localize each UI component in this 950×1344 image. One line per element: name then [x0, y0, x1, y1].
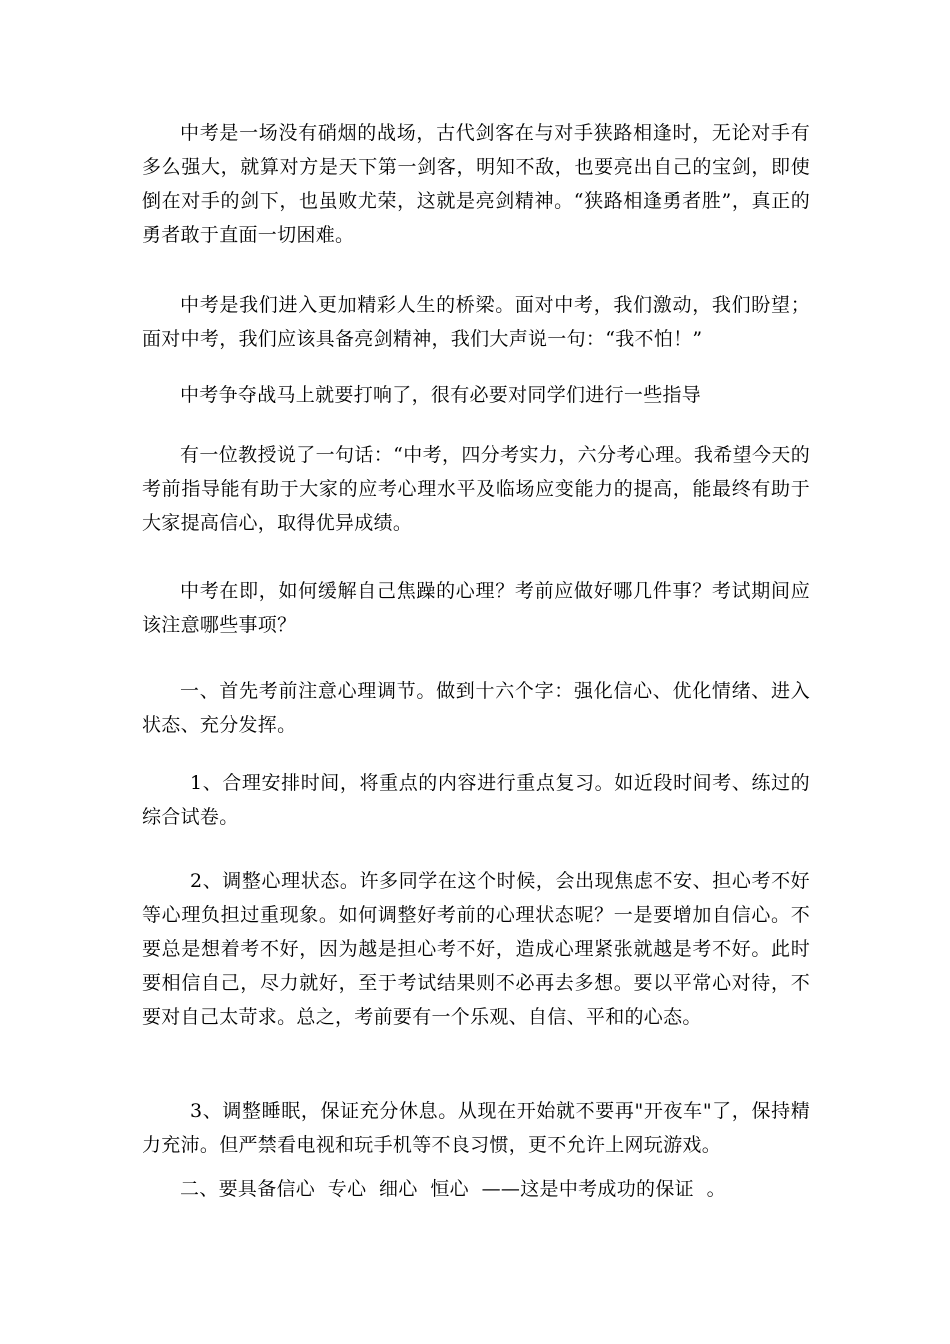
- paragraph-section-two-heading: 二、要具备信心 专心 细心 恒心 ——这是中考成功的保证 。: [180, 1178, 726, 1200]
- paragraph-section-one-heading: 一、首先考前注意心理调节。做到十六个字：强化信心、优化情绪、进入状态、充分发挥。: [142, 680, 810, 736]
- paragraph-item-3: 3、调整睡眠，保证充分休息。从现在开始就不要再"开夜车"了，保持精力充沛。但严禁看电视和玩手机等不良习惯，更不允许上网玩游戏。: [142, 1100, 810, 1156]
- paragraph-item-2: 2、调整心理状态。许多同学在这个时候，会出现焦虑不安、担心考不好等心理负担过重现象。如何调整好考前的心理状态呢？一是要增加自信心。不要总是想着考不好，因为越是担心考不好，造成心理紧张就越是考不好。此时要相信自己，尽力就好，至于考试结果则不必再去多想。要以平常心对待，不要对自己太苛求。总之，考前要有一个乐观、自信、平和的心态。: [142, 870, 810, 1028]
- paragraph-questions: 中考在即，如何缓解自己焦躁的心理？考前应做好哪几件事？考试期间应该注意哪些事项？: [142, 580, 810, 636]
- paragraph-guidance-intro: 中考争夺战马上就要打响了，很有必要对同学们进行一些指导: [180, 384, 702, 406]
- paragraph-bridge: 中考是我们进入更加精彩人生的桥梁。面对中考，我们激动，我们盼望；面对中考，我们应该具备亮剑精神，我们大声说一句：“我不怕！”: [142, 294, 810, 350]
- paragraph-item-1: 1、合理安排时间，将重点的内容进行重点复习。如近段时间考、练过的综合试卷。: [142, 772, 810, 828]
- paragraph-intro-battlefield: 中考是一场没有硝烟的战场，古代剑客在与对手狭路相逢时，无论对手有多么强大，就算对方是天下第一剑客，明知不敌，也要亮出自己的宝剑，即使倒在对手的剑下，也虽败尤荣，这就是亮剑精神。“狭路相逢勇者胜”，真正的勇者敢于直面一切困难。: [142, 122, 810, 246]
- paragraph-professor-quote: 有一位教授说了一句话：“中考，四分考实力，六分考心理。我希望今天的考前指导能有助于大家的应考心理水平及临场应变能力的提高，能最终有助于大家提高信心，取得优异成绩。: [142, 444, 810, 534]
